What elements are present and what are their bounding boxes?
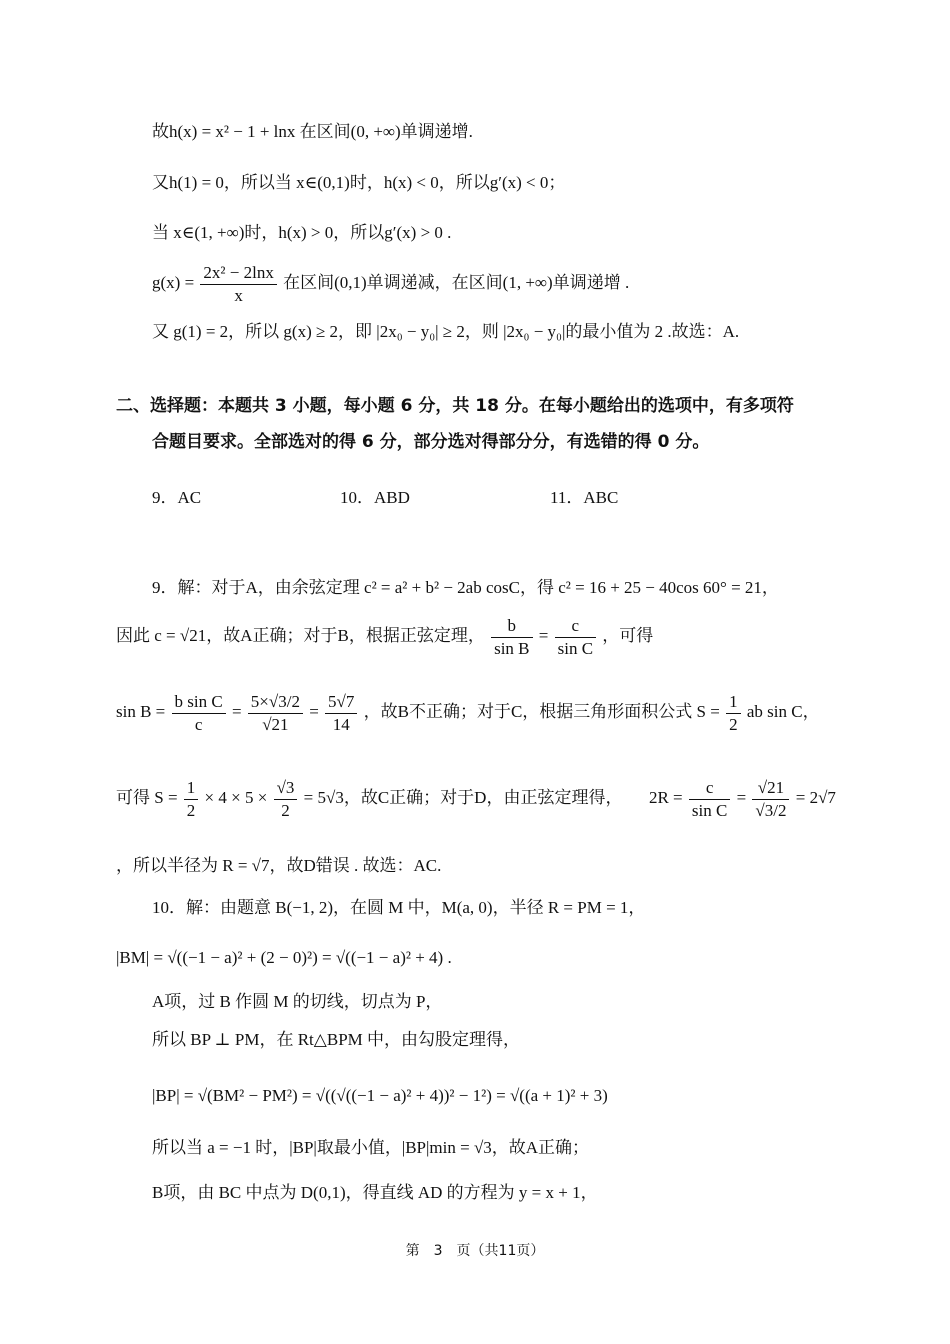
sol9-l2-frac-2	[555, 615, 596, 660]
g-lhs: g(x) =	[152, 273, 195, 292]
frac-numerator: b	[491, 615, 532, 638]
frac-denominator: sin C	[557, 638, 594, 658]
line-q8-conclusion: 又 g(1) = 2，所以 g(x) ≥ 2，即 |2x₀ − y₀| ≥ 2，则 |2x₀ − y₀|的最小值为 2 .故选：A.	[152, 322, 740, 341]
sol9-l4-frac-2	[274, 777, 298, 822]
sol9-l3-frac-4	[726, 691, 741, 736]
sol10-line-2: |BM| = √((−1 − a)² + (2 − 0)²) = √((−1 − a)² + 4) .	[116, 948, 452, 967]
line-g-monotonic	[152, 259, 629, 307]
line-h-negative: 又h(1) = 0，所以当 x∈(0,1)时，h(x) < 0，所以g′(x) < 0；	[152, 173, 566, 192]
g-denominator: x	[234, 285, 243, 305]
frac-denominator: 2	[729, 714, 738, 734]
sol10-line-3: A项，过 B 作圆 M 的切线，切点为 P，	[152, 992, 443, 1011]
sol9-l2-frac-1	[491, 615, 532, 660]
frac-numerator: 1	[184, 777, 199, 800]
sol10-line-6: 所以当 a = −1 时，|BP|取最小值，|BP|min = √3，故A正确；	[152, 1138, 590, 1157]
sol10-line-4: 所以 BP ⊥ PM，在 Rt△BPM 中，由勾股定理得，	[152, 1030, 521, 1049]
frac-denominator: 2	[281, 800, 290, 820]
sol9-line-2	[116, 610, 653, 662]
frac-numerator: 5√7	[325, 691, 357, 714]
frac-denominator: √21	[262, 714, 289, 734]
frac-denominator: c	[194, 714, 203, 734]
section-heading-line-2: 合题目要求。全部选对的得 6 分，部分选对得部分分，有选错的得 0 分。	[152, 432, 710, 452]
sol9-l3-text-c: ab sin C，	[746, 702, 820, 721]
sol9-l3-text-a: sin B =	[116, 702, 166, 721]
sol9-l3-frac-2	[248, 691, 303, 736]
sol9-l4-text-d: 2R =	[648, 788, 683, 807]
frac-numerator: 1	[726, 691, 741, 714]
sol9-l2-text-b: ，可得	[602, 626, 654, 645]
frac-denominator: 14	[332, 714, 350, 734]
sol9-line-5: ，所以半径为 R = √7，故D错误 . 故选：AC.	[116, 856, 442, 875]
section-heading-line-1: 二、选择题：本题共 3 小题，每小题 6 分，共 18 分。在每小题给出的选项中，有多项符	[116, 396, 794, 416]
sol9-l4-frac-4	[752, 777, 789, 822]
sol9-l4-frac-3	[689, 777, 730, 822]
frac-denominator: √3/2	[755, 800, 787, 820]
g-fraction	[200, 262, 276, 307]
sol9-l4-text-b: × 4 × 5 ×	[204, 788, 268, 807]
frac-denominator: 2	[186, 800, 196, 820]
sol9-l4-text-a: 可得 S =	[116, 788, 178, 807]
frac-numerator: √3	[274, 777, 298, 800]
sol9-line-3	[116, 682, 820, 742]
equals-sign: =	[309, 702, 319, 721]
sol10-line-1: 10．解：由题意 B(−1, 2)，在圆 M 中，M(a, 0)，半径 R = PM = 1，	[152, 898, 646, 917]
frac-numerator: c	[689, 777, 730, 800]
frac-numerator: 5×√3/2	[248, 691, 303, 714]
frac-denominator: sin B	[494, 638, 530, 658]
answer-11: 11．ABC	[550, 488, 619, 507]
sol10-line-5: |BP| = √(BM² − PM²) = √((√((−1 − a)² + 4))² − 1²) = √((a + 1)² + 3)	[152, 1086, 608, 1105]
sol9-l4-frac-1	[184, 777, 199, 822]
answer-10: 10．ABD	[340, 488, 410, 507]
frac-numerator: √21	[752, 777, 789, 800]
frac-denominator: sin C	[691, 800, 728, 820]
answer-9: 9．AC	[152, 488, 202, 507]
sol9-line-4	[116, 766, 836, 830]
sol9-l3-frac-1	[172, 691, 226, 736]
sol9-l3-text-b: ，故B不正确；对于C，根据三角形面积公式 S =	[363, 702, 720, 721]
sol9-l3-frac-3	[325, 691, 357, 736]
equals-sign: =	[231, 702, 242, 721]
line-h-positive: 当 x∈(1, +∞)时，h(x) > 0，所以g′(x) > 0 .	[152, 223, 452, 242]
sol9-line-1: 9．解：对于A，由余弦定理 c² = a² + b² − 2ab cosC，得 c² = 16 + 25 − 40cos 60° = 21，	[152, 578, 779, 597]
equals-sign: =	[736, 788, 747, 807]
sol10-line-7: B项，由 BC 中点为 D(0,1)，得直线 AD 的方程为 y = x + 1，	[152, 1183, 598, 1202]
sol9-l2-text-a: 因此 c = √21，故A正确；对于B，根据正弦定理，	[116, 626, 485, 645]
g-numerator: 2x² − 2lnx	[200, 262, 276, 285]
frac-numerator: b sin C	[172, 691, 226, 714]
sol9-l4-text-e: = 2√7	[795, 788, 836, 807]
g-rest: 在区间(0,1)单调递减，在区间(1, +∞)单调递增 .	[283, 273, 630, 292]
equals-sign: =	[538, 626, 549, 645]
page-footer: 第 3 页（共11页）	[405, 1243, 545, 1259]
line-h-increasing: 故h(x) = x² − 1 + lnx 在区间(0, +∞)单调递增.	[152, 122, 473, 141]
sol9-l4-text-c: = 5√3，故C正确；对于D，由正弦定理得，	[303, 788, 623, 807]
frac-numerator: c	[555, 615, 596, 638]
